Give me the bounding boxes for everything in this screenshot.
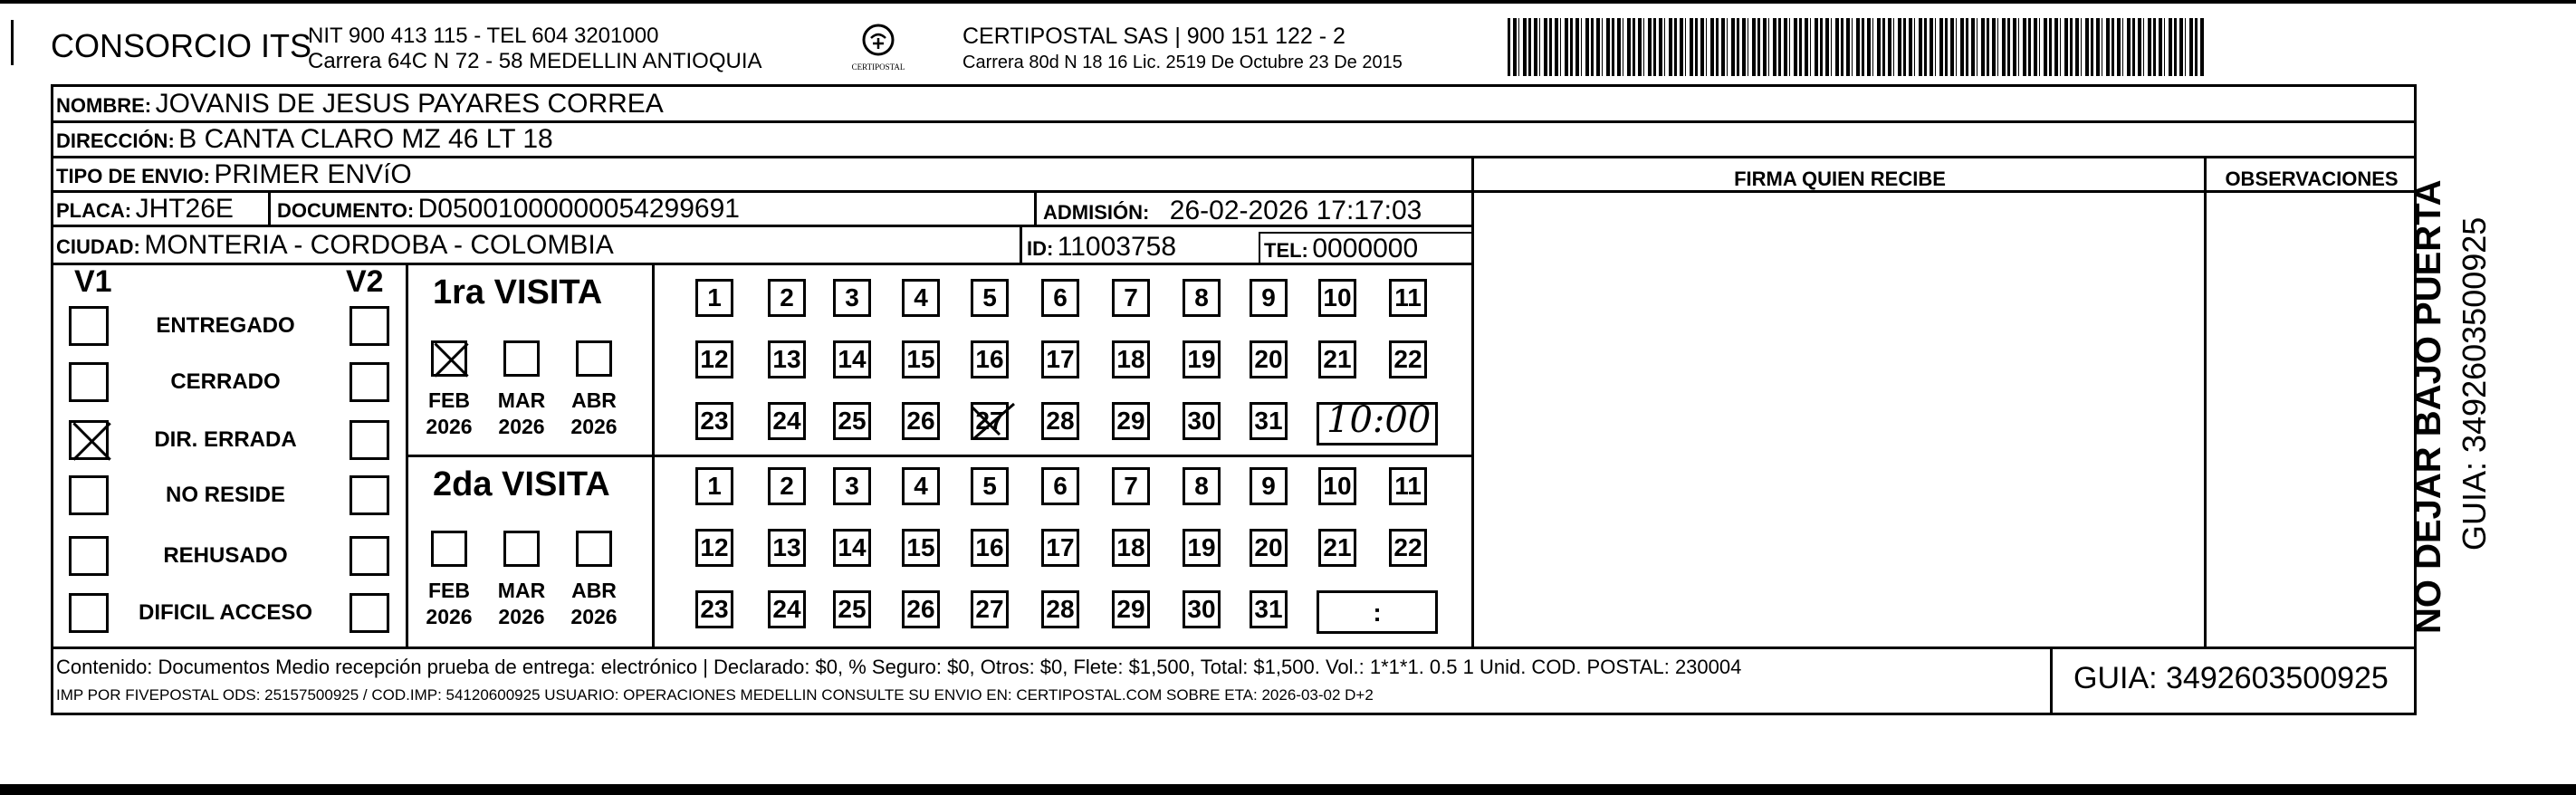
id-value: 11003758 bbox=[1057, 232, 1177, 262]
v2-checkbox[interactable] bbox=[350, 362, 389, 402]
day-box[interactable]: 19 bbox=[1183, 340, 1221, 378]
day-box[interactable]: 2 bbox=[768, 279, 806, 317]
day-box[interactable]: 21 bbox=[1318, 529, 1356, 567]
day-box[interactable]: 15 bbox=[902, 529, 940, 567]
month-year: 2026 bbox=[426, 415, 473, 438]
month-checkbox[interactable] bbox=[431, 340, 467, 377]
day-box[interactable]: 29 bbox=[1112, 402, 1150, 440]
month-label bbox=[491, 578, 552, 630]
firma-header: FIRMA QUIEN RECIBE bbox=[1734, 168, 1946, 190]
month-label bbox=[418, 578, 480, 630]
day-box[interactable]: 24 bbox=[768, 590, 806, 628]
company-nit: NIT 900 413 115 - TEL 604 3201000 bbox=[308, 24, 659, 48]
day-box[interactable]: 23 bbox=[695, 402, 733, 440]
v1-checkbox[interactable] bbox=[69, 420, 109, 460]
second-visit-time-box[interactable] bbox=[1317, 590, 1438, 634]
v1-checkbox[interactable] bbox=[69, 306, 109, 346]
day-box[interactable]: 10 bbox=[1318, 467, 1356, 505]
status-label: DIFICIL ACCESO bbox=[138, 600, 312, 625]
company-address: Carrera 64C N 72 - 58 MEDELLIN ANTIOQUIA bbox=[308, 49, 762, 73]
placa-value: JHT26E bbox=[135, 194, 234, 224]
placa-label: PLACA: bbox=[56, 199, 132, 222]
status-label: ENTREGADO bbox=[156, 313, 295, 338]
nombre-row bbox=[56, 89, 664, 120]
day-box[interactable]: 23 bbox=[695, 590, 733, 628]
day-box[interactable]: 7 bbox=[1112, 279, 1150, 317]
day-box[interactable]: 22 bbox=[1389, 529, 1427, 567]
day-27-check-mark bbox=[969, 398, 1020, 444]
month-name: MAR bbox=[497, 388, 546, 412]
day-box[interactable]: 12 bbox=[695, 529, 733, 567]
day-box[interactable]: 21 bbox=[1318, 340, 1356, 378]
day-box[interactable]: 15 bbox=[902, 340, 940, 378]
tipo-label: TIPO DE ENVIO: bbox=[56, 165, 210, 187]
day-box[interactable]: 1 bbox=[695, 467, 733, 505]
month-label bbox=[563, 578, 625, 630]
barcode bbox=[1508, 18, 2205, 76]
month-name: FEB bbox=[428, 579, 470, 602]
documento-row bbox=[277, 194, 740, 225]
direccion-value: B CANTA CLARO MZ 46 LT 18 bbox=[178, 124, 553, 154]
status-label: REHUSADO bbox=[163, 543, 288, 568]
day-box[interactable]: 1 bbox=[695, 279, 733, 317]
status-label: DIR. ERRADA bbox=[154, 427, 297, 452]
month-name: ABR bbox=[571, 579, 617, 602]
admision-value: 26-02-2026 17:17:03 bbox=[1169, 196, 1422, 225]
first-visit-time-box[interactable] bbox=[1317, 399, 1438, 445]
day-box[interactable]: 13 bbox=[768, 529, 806, 567]
second-visit-title: 2da VISITA bbox=[433, 465, 610, 503]
admision-label: ADMISIÓN: bbox=[1043, 201, 1150, 224]
day-box[interactable]: 2 bbox=[768, 467, 806, 505]
day-box[interactable]: 28 bbox=[1041, 402, 1079, 440]
documento-value: D05001000000054299691 bbox=[417, 194, 740, 224]
v2-checkbox[interactable] bbox=[350, 306, 389, 346]
observaciones-header: OBSERVACIONES bbox=[2225, 168, 2399, 190]
month-year: 2026 bbox=[426, 605, 473, 628]
day-box[interactable]: 20 bbox=[1250, 529, 1288, 567]
ciudad-value: MONTERIA - CORDOBA - COLOMBIA bbox=[144, 230, 614, 260]
day-box[interactable]: 14 bbox=[833, 340, 871, 378]
v2-checkbox[interactable] bbox=[350, 475, 389, 515]
day-box[interactable]: 18 bbox=[1112, 340, 1150, 378]
direccion-label: DIRECCIÓN: bbox=[56, 129, 175, 152]
day-box[interactable]: 26 bbox=[902, 590, 940, 628]
month-year: 2026 bbox=[498, 415, 545, 438]
day-box[interactable]: 16 bbox=[971, 340, 1009, 378]
logo-text: CERTIPOSTAL bbox=[851, 62, 905, 72]
day-box[interactable]: 5 bbox=[971, 279, 1009, 317]
month-name: ABR bbox=[571, 388, 617, 412]
day-box[interactable]: 9 bbox=[1250, 279, 1288, 317]
day-box[interactable]: 10 bbox=[1318, 279, 1356, 317]
day-box[interactable]: 12 bbox=[695, 340, 733, 378]
day-box[interactable]: 26 bbox=[902, 402, 940, 440]
day-box[interactable]: 8 bbox=[1183, 467, 1221, 505]
day-box[interactable]: 25 bbox=[833, 590, 871, 628]
v2-checkbox[interactable] bbox=[350, 420, 389, 460]
day-box[interactable]: 9 bbox=[1250, 467, 1288, 505]
placa-row bbox=[56, 194, 234, 225]
day-box[interactable]: 18 bbox=[1112, 529, 1150, 567]
v1-checkbox[interactable] bbox=[69, 362, 109, 402]
month-year: 2026 bbox=[498, 605, 545, 628]
day-box[interactable]: 6 bbox=[1041, 279, 1079, 317]
day-box[interactable]: 16 bbox=[971, 529, 1009, 567]
month-year: 2026 bbox=[570, 605, 618, 628]
status-label: CERRADO bbox=[170, 369, 281, 394]
day-box[interactable]: 29 bbox=[1112, 590, 1150, 628]
admision-row bbox=[1043, 196, 1422, 226]
id-label: ID: bbox=[1027, 237, 1054, 260]
status-label: NO RESIDE bbox=[165, 483, 286, 507]
tipo-value: PRIMER ENVíO bbox=[214, 159, 412, 189]
v1-header: V1 bbox=[74, 264, 112, 299]
day-box[interactable]: 3 bbox=[833, 467, 871, 505]
no-dejar-bajo-puerta: NO DEJAR BAJO PUERTA bbox=[2408, 179, 2448, 634]
day-box[interactable]: 14 bbox=[833, 529, 871, 567]
second-visit-time: : bbox=[1373, 599, 1382, 627]
v1-checkbox[interactable] bbox=[69, 536, 109, 576]
v2-checkbox[interactable] bbox=[350, 593, 389, 633]
day-box[interactable]: 11 bbox=[1389, 279, 1427, 317]
nombre-value: JOVANIS DE JESUS PAYARES CORREA bbox=[155, 89, 664, 119]
day-box[interactable]: 7 bbox=[1112, 467, 1150, 505]
day-box[interactable]: 3 bbox=[833, 279, 871, 317]
day-box[interactable]: 30 bbox=[1183, 402, 1221, 440]
day-box[interactable]: 31 bbox=[1250, 590, 1288, 628]
v2-header: V2 bbox=[346, 264, 384, 299]
certipostal-name: CERTIPOSTAL SAS | 900 151 122 - 2 bbox=[962, 24, 1345, 49]
documento-label: DOCUMENTO: bbox=[277, 199, 415, 222]
month-name: MAR bbox=[497, 579, 546, 602]
v2-checkbox[interactable] bbox=[350, 536, 389, 576]
certipostal-address: Carrera 80d N 18 16 Lic. 2519 De Octubre 23 De 2015 bbox=[962, 53, 1403, 72]
bottom-edge bbox=[0, 784, 2576, 795]
tel-row bbox=[1264, 234, 1418, 264]
v1-checkbox[interactable] bbox=[69, 593, 109, 633]
day-box[interactable]: 19 bbox=[1183, 529, 1221, 567]
day-box[interactable]: 24 bbox=[768, 402, 806, 440]
day-box[interactable]: 30 bbox=[1183, 590, 1221, 628]
month-year: 2026 bbox=[570, 415, 618, 438]
month-label bbox=[563, 388, 625, 440]
ciudad-label: CIUDAD: bbox=[56, 235, 140, 258]
day-box[interactable]: 4 bbox=[902, 279, 940, 317]
month-checkbox[interactable] bbox=[576, 340, 612, 377]
month-checkbox[interactable] bbox=[503, 531, 540, 567]
left-mark bbox=[11, 20, 14, 65]
day-box[interactable]: 27 bbox=[971, 590, 1009, 628]
day-box[interactable]: 22 bbox=[1389, 340, 1427, 378]
day-box[interactable]: 11 bbox=[1389, 467, 1427, 505]
nombre-label: NOMBRE: bbox=[56, 94, 152, 117]
certipostal-logo bbox=[847, 22, 910, 72]
side-guia: GUIA: 3492603500925 bbox=[2456, 216, 2493, 551]
company-name: CONSORCIO ITS bbox=[51, 27, 312, 64]
tel-value: 0000000 bbox=[1312, 234, 1419, 263]
day-box[interactable]: 17 bbox=[1041, 529, 1079, 567]
first-visit-title: 1ra VISITA bbox=[433, 273, 603, 311]
month-checkbox[interactable] bbox=[576, 531, 612, 567]
day-box[interactable]: 8 bbox=[1183, 279, 1221, 317]
ciudad-row bbox=[56, 230, 614, 261]
month-name: FEB bbox=[428, 388, 470, 412]
day-box[interactable]: 31 bbox=[1250, 402, 1288, 440]
footer-tracking: IMP POR FIVEPOSTAL ODS: 25157500925 / COD.IMP: 54120600925 USUARIO: OPERACIONES MEDELLIN CONSULTE SU ENVIO EN: CERTIPOSTAL.COM SOBRE ETA: 2026-03-02 D+2 bbox=[56, 686, 1374, 704]
day-box[interactable]: 20 bbox=[1250, 340, 1288, 378]
day-box[interactable]: 13 bbox=[768, 340, 806, 378]
tipo-row bbox=[56, 159, 412, 190]
month-label bbox=[491, 388, 552, 440]
tel-label: TEL: bbox=[1264, 239, 1308, 262]
day-box[interactable]: 5 bbox=[971, 467, 1009, 505]
day-box[interactable]: 6 bbox=[1041, 467, 1079, 505]
direccion-row bbox=[56, 124, 553, 155]
day-box[interactable]: 17 bbox=[1041, 340, 1079, 378]
day-box[interactable]: 28 bbox=[1041, 590, 1079, 628]
first-visit-time: 10:00 bbox=[1326, 399, 1432, 441]
top-edge bbox=[0, 0, 2576, 4]
month-checkbox[interactable] bbox=[503, 340, 540, 377]
id-row bbox=[1027, 232, 1176, 263]
day-box[interactable]: 4 bbox=[902, 467, 940, 505]
day-box[interactable]: 25 bbox=[833, 402, 871, 440]
footer-content: Contenido: Documentos Medio recepción prueba de entrega: electrónico | Declarado: $0, % Seguro: $0, Otros: $0, Flete: $1,500, Total: $1,500. Vol.: 1*1*1. 0.5 1 Unid. COD. POSTAL: 230004 bbox=[56, 656, 1742, 678]
day-box[interactable]: 27 bbox=[971, 402, 1009, 440]
month-checkbox[interactable] bbox=[431, 531, 467, 567]
footer-guia: GUIA: 3492603500925 bbox=[2073, 661, 2389, 695]
v1-checkbox[interactable] bbox=[69, 475, 109, 515]
month-label bbox=[418, 388, 480, 440]
